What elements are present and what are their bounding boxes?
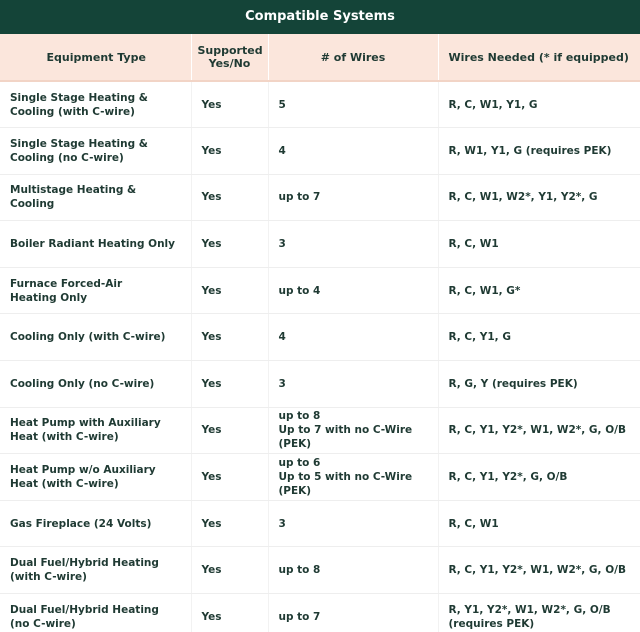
cell-equipment-type: Dual Fuel/Hybrid Heating (no C-wire): [0, 594, 191, 632]
cell-wires-needed: R, C, W1, G*: [438, 267, 640, 314]
cell-supported: Yes: [191, 454, 268, 501]
cell-supported: Yes: [191, 314, 268, 361]
cell-wires-needed: R, C, W1: [438, 221, 640, 268]
cell-num-wires: 4: [268, 128, 438, 175]
cell-num-wires: up to 7: [268, 174, 438, 221]
cell-wires-needed: R, C, Y1, G: [438, 314, 640, 361]
cell-supported: Yes: [191, 267, 268, 314]
cell-equipment-type: Cooling Only (no C-wire): [0, 361, 191, 408]
cell-num-wires: up to 4: [268, 267, 438, 314]
table-row: [0, 547, 640, 594]
cell-equipment-type: Multistage Heating & Cooling: [0, 174, 191, 221]
cell-num-wires: 4: [268, 314, 438, 361]
cell-wires-needed: R, Y1, Y2*, W1, W2*, G, O/B (requires PEK): [438, 594, 640, 632]
cell-supported: Yes: [191, 361, 268, 408]
table-row: [0, 594, 640, 632]
cell-equipment-type: Single Stage Heating & Cooling (with C-wire): [0, 81, 191, 128]
cell-supported: Yes: [191, 174, 268, 221]
cell-num-wires: up to 8 Up to 7 with no C-Wire (PEK): [268, 407, 438, 454]
table-header: [0, 34, 640, 81]
table-title: Compatible Systems: [0, 0, 640, 34]
cell-equipment-type: Boiler Radiant Heating Only: [0, 221, 191, 268]
table-row: [0, 81, 640, 128]
table-row: [0, 454, 640, 501]
cell-equipment-type: Cooling Only (with C-wire): [0, 314, 191, 361]
cell-supported: Yes: [191, 594, 268, 632]
cell-wires-needed: R, C, W1, Y1, G: [438, 81, 640, 128]
cell-num-wires: 3: [268, 361, 438, 408]
cell-wires-needed: R, C, Y1, Y2*, W1, W2*, G, O/B: [438, 407, 640, 454]
table-row: [0, 267, 640, 314]
cell-supported: Yes: [191, 547, 268, 594]
cell-num-wires: 5: [268, 81, 438, 128]
cell-supported: Yes: [191, 407, 268, 454]
cell-wires-needed: R, G, Y (requires PEK): [438, 361, 640, 408]
table-row: [0, 128, 640, 175]
cell-supported: Yes: [191, 221, 268, 268]
cell-wires-needed: R, C, Y1, Y2*, W1, W2*, G, O/B: [438, 547, 640, 594]
cell-supported: Yes: [191, 500, 268, 547]
header-equipment-type: Equipment Type: [0, 34, 191, 81]
cell-num-wires: up to 8: [268, 547, 438, 594]
table-row: [0, 361, 640, 408]
cell-supported: Yes: [191, 81, 268, 128]
compatibility-table: [0, 34, 640, 632]
cell-equipment-type: Gas Fireplace (24 Volts): [0, 500, 191, 547]
cell-equipment-type: Dual Fuel/Hybrid Heating (with C-wire): [0, 547, 191, 594]
table-body: [0, 81, 640, 632]
header-row: [0, 34, 640, 81]
header-supported: Supported Yes/No: [191, 34, 268, 81]
table-row: [0, 174, 640, 221]
header-num-wires: # of Wires: [268, 34, 438, 81]
header-wires-needed: Wires Needed (* if equipped): [438, 34, 640, 81]
table-row: [0, 407, 640, 454]
cell-equipment-type: Furnace Forced-Air Heating Only: [0, 267, 191, 314]
cell-equipment-type: Heat Pump w/o Auxiliary Heat (with C-wire): [0, 454, 191, 501]
cell-wires-needed: R, W1, Y1, G (requires PEK): [438, 128, 640, 175]
cell-num-wires: 3: [268, 221, 438, 268]
table-row: [0, 221, 640, 268]
cell-equipment-type: Single Stage Heating & Cooling (no C-wire): [0, 128, 191, 175]
table-row: [0, 500, 640, 547]
cell-supported: Yes: [191, 128, 268, 175]
cell-wires-needed: R, C, W1, W2*, Y1, Y2*, G: [438, 174, 640, 221]
cell-wires-needed: R, C, W1: [438, 500, 640, 547]
cell-wires-needed: R, C, Y1, Y2*, G, O/B: [438, 454, 640, 501]
cell-num-wires: up to 6 Up to 5 with no C-Wire (PEK): [268, 454, 438, 501]
cell-num-wires: 3: [268, 500, 438, 547]
cell-equipment-type: Heat Pump with Auxiliary Heat (with C-wire): [0, 407, 191, 454]
table-row: [0, 314, 640, 361]
cell-num-wires: up to 7: [268, 594, 438, 632]
